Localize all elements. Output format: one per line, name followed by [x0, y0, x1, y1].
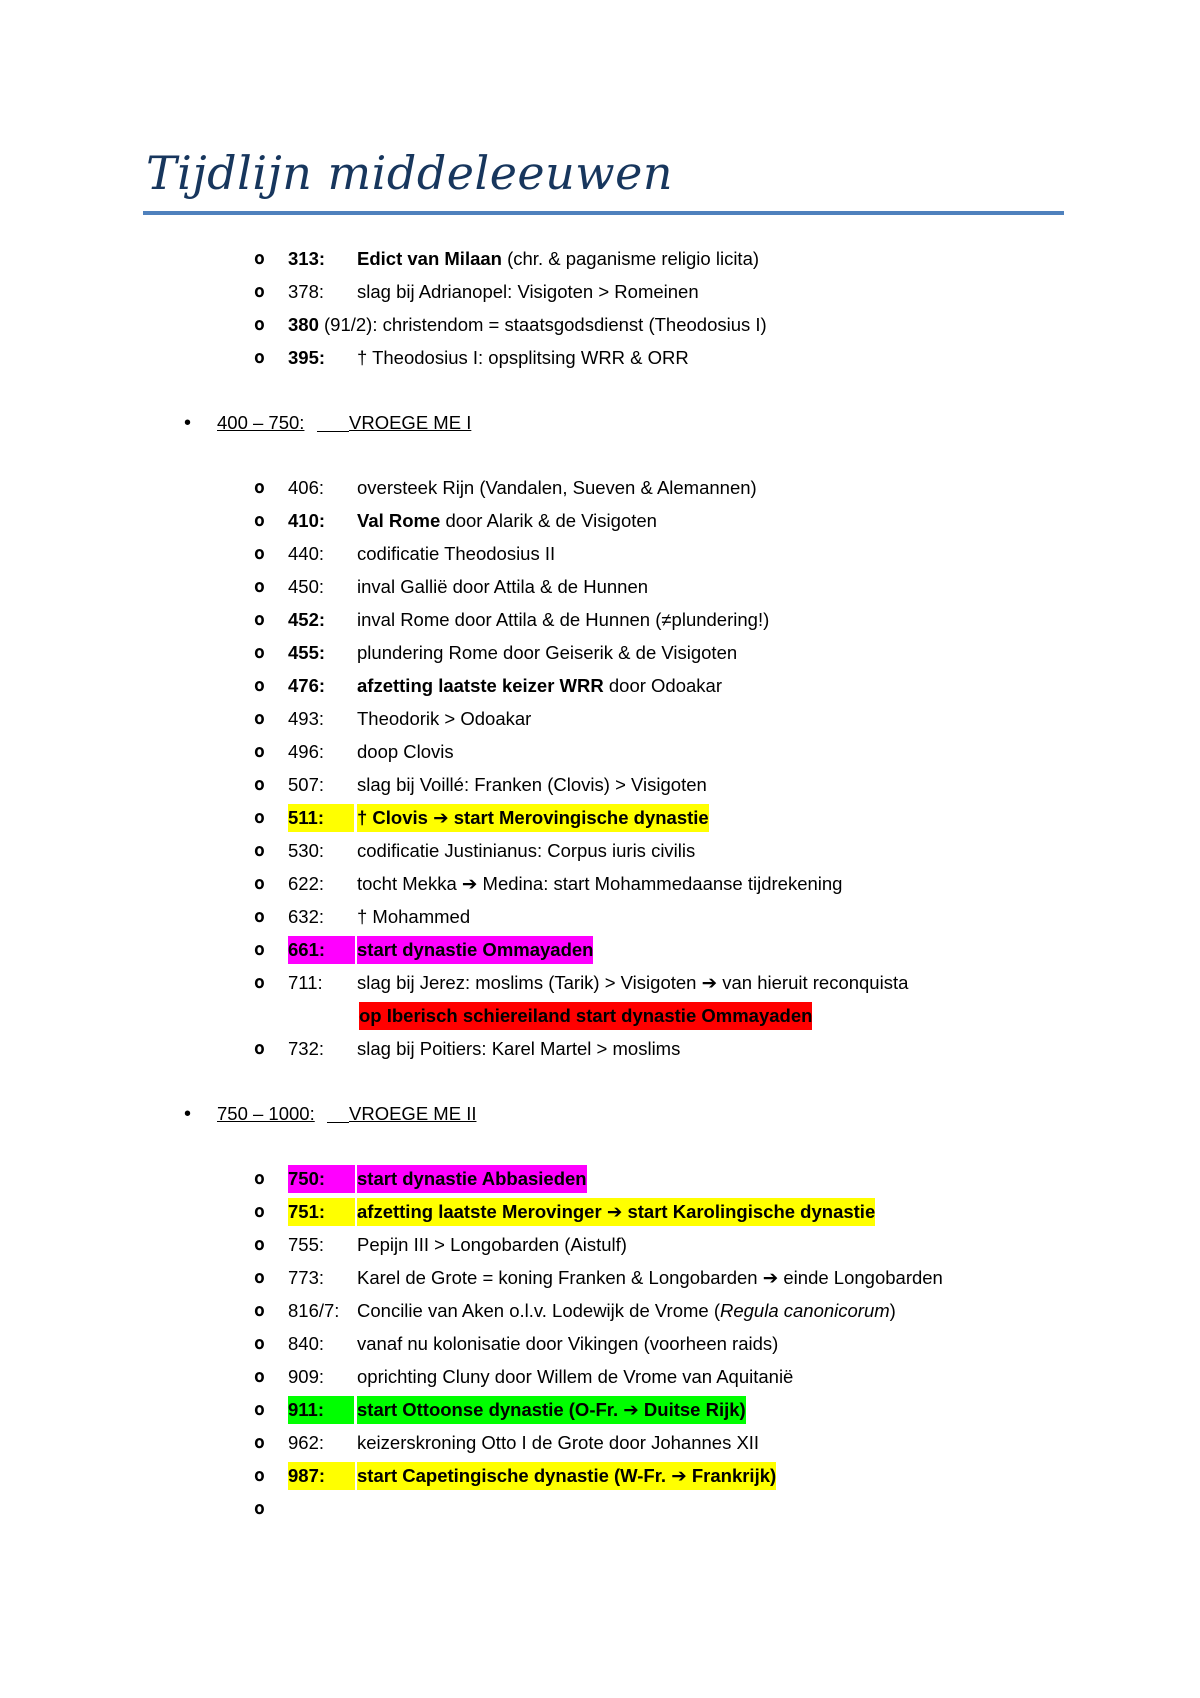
entry-year: 496: [288, 741, 325, 762]
entry-year: 455: [288, 642, 326, 663]
circle-bullet-icon: o [254, 1201, 265, 1222]
circle-bullet-icon: o [254, 1234, 265, 1255]
entry-year: 732: [288, 1038, 325, 1059]
entry-year-rest: (91/2): [318, 314, 378, 335]
circle-bullet-icon: o [254, 1465, 265, 1486]
entry-year: 313: [288, 248, 326, 269]
arrow-right-icon: ➔ [671, 1465, 687, 1486]
entry-year: 840: [288, 1333, 325, 1354]
entry-year: 661: [288, 936, 355, 964]
entry-year: 530: [288, 840, 325, 861]
entry-text-b: Duitse Rijk) [643, 1399, 746, 1420]
arrow-right-icon: ➔ [762, 1267, 779, 1288]
entry-text-b: van hieruit reconquista [722, 972, 909, 993]
circle-bullet-icon: o [254, 1333, 265, 1354]
circle-bullet-icon: o [254, 248, 265, 269]
entry-text: slag bij Voillé: Franken (Clovis) > Visigoten [357, 774, 707, 795]
circle-bullet-icon: o [254, 1366, 265, 1387]
entry-text [357, 507, 657, 535]
entry-text [357, 672, 722, 700]
entry-year: 493: [288, 708, 325, 729]
circle-bullet-icon: o [254, 510, 265, 531]
entry-year: 507: [288, 774, 325, 795]
entry-text: codificatie Theodosius II [357, 543, 556, 564]
entry-year: 452: [288, 609, 326, 630]
circle-bullet-icon: o [254, 314, 265, 335]
circle-bullet-icon: o [254, 1432, 265, 1453]
entry-text [357, 1396, 746, 1424]
entry-year: 962: [288, 1432, 325, 1453]
circle-bullet-icon: o [254, 1267, 265, 1288]
entry-year: 632: [288, 906, 325, 927]
underline-gap [327, 1122, 349, 1123]
entry-rest-text: (chr. & paganisme religio licita) [507, 248, 760, 269]
entry-year: 511: [288, 804, 354, 832]
entry-text [357, 245, 759, 273]
entry-italic-text: Regula canonicorum [719, 1300, 890, 1321]
circle-bullet-icon: o [254, 774, 265, 795]
entry-text-a: afzetting laatste Merovinger [357, 1201, 602, 1222]
circle-bullet-icon: o [254, 873, 265, 894]
section-label: VROEGE ME I [349, 412, 472, 433]
entry-text-b: Frankrijk) [691, 1465, 777, 1486]
entry-bold-text: Val Rome [357, 510, 441, 531]
entry-text-end: ) [889, 1300, 896, 1321]
entry-year-bold: 380 [288, 314, 319, 335]
entry-year: 622: [288, 873, 325, 894]
arrow-right-icon: ➔ [433, 807, 449, 828]
circle-bullet-icon: o [254, 972, 265, 993]
entry-continuation: op Iberisch schiereiland start dynastie Ommayaden [359, 1002, 812, 1030]
entry-year: 816/7: [288, 1300, 340, 1321]
entry-year [288, 311, 767, 339]
circle-bullet-icon: o [254, 840, 265, 861]
entry-text-a: slag bij Jerez: moslims (Tarik) > Visigoten [357, 972, 697, 993]
entry-text: vanaf nu kolonisatie door Vikingen (voorheen raids) [357, 1333, 779, 1354]
entry-text: inval Rome door Attila & de Hunnen (≠plundering!) [357, 609, 770, 630]
entry-text-b: start Karolingische dynastie [627, 1201, 876, 1222]
entry-text [357, 1462, 776, 1490]
entry-year: 755: [288, 1234, 325, 1255]
entry-text-b: einde Longobarden [783, 1267, 943, 1288]
bullet-dot-icon: • [184, 1103, 192, 1125]
entry-year: 410: [288, 510, 326, 531]
title-underline [143, 211, 1064, 215]
circle-bullet-icon: o [254, 741, 265, 762]
entry-text: slag bij Poitiers: Karel Martel > moslims [357, 1038, 681, 1059]
circle-bullet-icon: o [254, 939, 265, 960]
entry-year: 751: [288, 1198, 355, 1226]
circle-bullet-icon: o [254, 642, 265, 663]
entry-year: 450: [288, 576, 325, 597]
circle-bullet-icon: o [254, 807, 265, 828]
entry-text-a: start Capetingische dynastie (W-Fr. [357, 1465, 667, 1486]
entry-text-b: Medina: start Mohammedaanse tijdrekening [482, 873, 843, 894]
entry-year: 773: [288, 1267, 325, 1288]
circle-bullet-icon: o [254, 609, 265, 630]
entry-rest-text: Concilie van Aken o.l.v. Lodewijk de Vrome ( [357, 1300, 720, 1321]
circle-bullet-icon: o [254, 708, 265, 729]
arrow-right-icon: ➔ [606, 1201, 623, 1222]
arrow-right-icon: ➔ [701, 972, 718, 993]
entry-text-a: † Clovis [357, 807, 428, 828]
entry-text [357, 1264, 943, 1292]
circle-bullet-icon: o [254, 1498, 265, 1519]
circle-bullet-icon: o [254, 576, 265, 597]
entry-year: 911: [288, 1396, 354, 1424]
entry-text: christendom = staatsgodsdienst (Theodosius I) [382, 314, 767, 335]
circle-bullet-icon: o [254, 543, 265, 564]
page-title: Tijdlijn middeleeuwen [146, 146, 673, 200]
entry-text: plundering Rome door Geiserik & de Visigoten [357, 642, 738, 663]
entry-text-a: start Ottoonse dynastie (O-Fr. [357, 1399, 619, 1420]
entry-rest-text: door Odoakar [608, 675, 722, 696]
entry-text: oprichting Cluny door Willem de Vrome van Aquitanië [357, 1366, 794, 1387]
entry-text: inval Gallië door Attila & de Hunnen [357, 576, 649, 597]
entry-year: 395: [288, 347, 326, 368]
entry-bold-text: Edict van Milaan [357, 248, 502, 269]
entry-rest-text: door Alarik & de Visigoten [445, 510, 657, 531]
entry-text: Theodorik > Odoakar [357, 708, 532, 729]
section-range: 750 – 1000: [217, 1103, 315, 1124]
entry-text: slag bij Adrianopel: Visigoten > Romeinen [357, 281, 699, 302]
entry-text [357, 870, 842, 898]
entry-year: 476: [288, 675, 326, 696]
entry-year: 711: [288, 972, 323, 993]
circle-bullet-icon: o [254, 281, 265, 302]
entry-year: 909: [288, 1366, 325, 1387]
arrow-right-icon: ➔ [623, 1399, 639, 1420]
entry-text: keizerskroning Otto I de Grote door Johannes XII [357, 1432, 760, 1453]
entry-text: start dynastie Ommayaden [357, 936, 593, 964]
entry-text: Pepijn III > Longobarden (Aistulf) [357, 1234, 627, 1255]
entry-bold-text: afzetting laatste keizer WRR [357, 675, 604, 696]
circle-bullet-icon: o [254, 1038, 265, 1059]
entry-text: † Theodosius I: opsplitsing WRR & ORR [357, 347, 689, 368]
circle-bullet-icon: o [254, 477, 265, 498]
entry-text: start dynastie Abbasieden [357, 1165, 587, 1193]
circle-bullet-icon: o [254, 1168, 265, 1189]
entry-year: 378: [288, 281, 325, 302]
entry-text [357, 804, 709, 832]
entry-text [357, 1297, 896, 1325]
entry-year: 406: [288, 477, 325, 498]
entry-text-b: start Merovingische dynastie [453, 807, 709, 828]
circle-bullet-icon: o [254, 347, 265, 368]
entry-text: doop Clovis [357, 741, 454, 762]
entry-text: oversteek Rijn (Vandalen, Sueven & Alemannen) [357, 477, 757, 498]
entry-year: 440: [288, 543, 325, 564]
arrow-right-icon: ➔ [461, 873, 478, 894]
entry-text: codificatie Justinianus: Corpus iuris civilis [357, 840, 696, 861]
entry-text-a: tocht Mekka [357, 873, 457, 894]
entry-year: 750: [288, 1165, 355, 1193]
circle-bullet-icon: o [254, 906, 265, 927]
bullet-dot-icon: • [184, 412, 192, 434]
entry-text: † Mohammed [357, 906, 471, 927]
underline-gap [317, 431, 349, 432]
section-range: 400 – 750: [217, 412, 305, 433]
circle-bullet-icon: o [254, 1399, 265, 1420]
entry-text [357, 1198, 875, 1226]
entry-text [357, 969, 908, 997]
section-label: VROEGE ME II [349, 1103, 477, 1124]
circle-bullet-icon: o [254, 1300, 265, 1321]
circle-bullet-icon: o [254, 675, 265, 696]
entry-year: 987: [288, 1462, 355, 1490]
entry-text-a: Karel de Grote = koning Franken & Longobarden [357, 1267, 758, 1288]
